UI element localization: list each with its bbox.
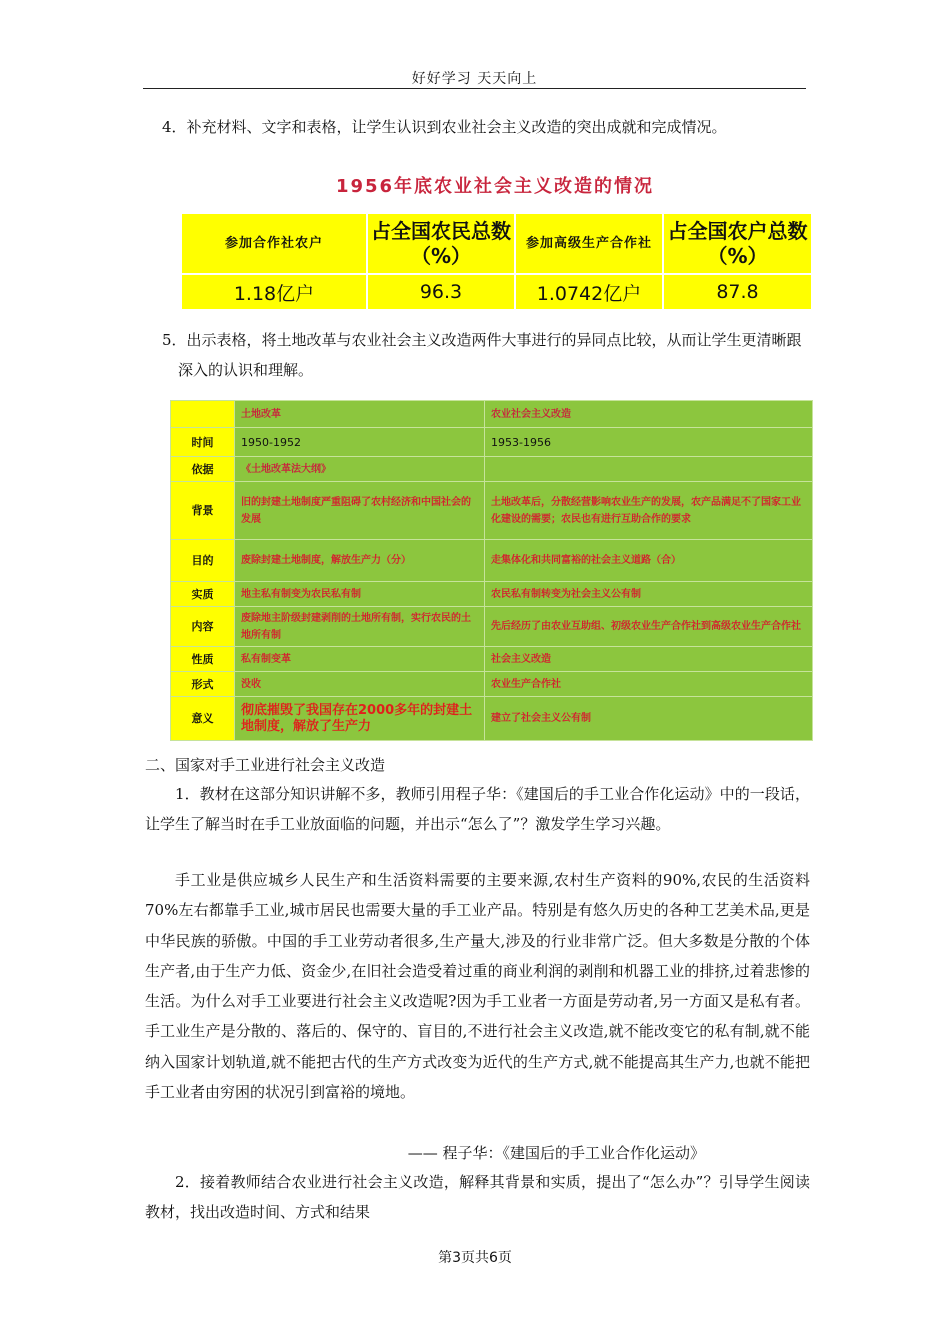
table1-header-2: 参加高级生产合作社 bbox=[515, 213, 663, 274]
table2-cell-a: 没收 bbox=[235, 672, 485, 697]
table2-row-label: 目的 bbox=[171, 540, 235, 582]
table2-row-label: 内容 bbox=[171, 607, 235, 647]
table2-cell-a: 1950-1952 bbox=[235, 428, 485, 457]
table2-cell-a: 废除封建土地制度，解放生产力（分） bbox=[235, 540, 485, 582]
table2-col-header-0: 土地改革 bbox=[235, 401, 485, 428]
table2-cell-a: 地主私有制变为农民私有制 bbox=[235, 582, 485, 607]
table2-cell-b: 建立了社会主义公有制 bbox=[485, 697, 813, 741]
table2-cell-a: 旧的封建土地制度严重阻碍了农村经济和中国社会的发展 bbox=[235, 482, 485, 540]
table2-cell-a: 私有制变革 bbox=[235, 647, 485, 672]
item-4-text: 4．补充材料、文字和表格，让学生认识到农业社会主义改造的突出成就和完成情况。 bbox=[162, 118, 727, 136]
table2-cell-b: 走集体化和共同富裕的社会主义道路（合） bbox=[485, 540, 813, 582]
page-footer: 第3页共6页 bbox=[438, 1250, 512, 1266]
table2-row-label: 意义 bbox=[171, 697, 235, 741]
table2-cell-a: 彻底摧毁了我国存在2000多年的封建土地制度，解放了生产力 bbox=[235, 697, 485, 741]
table2-row-label: 背景 bbox=[171, 482, 235, 540]
table1-value-1: 96.3 bbox=[367, 274, 515, 310]
page-header: 好好学习 天天向上 bbox=[411, 71, 538, 87]
item-5-content: 5．出示表格，将土地改革与农业社会主义改造两件大事进行的异同点比较，从而让学生更清晰跟深入的认识和理解。 bbox=[162, 331, 802, 379]
table2-cell-b: 土地改革后，分散经营影响农业生产的发展，农产品满足不了国家工业化建设的需要；农民也有进行互助合作的要求 bbox=[485, 482, 813, 540]
table2-cell-b: 先后经历了由农业互助组、初级农业生产合作社到高级农业生产合作社 bbox=[485, 607, 813, 647]
table2-cell-b bbox=[485, 457, 813, 482]
table2-cell-a: 《土地改革法大纲》 bbox=[235, 457, 485, 482]
table2-cell-b: 农业生产合作社 bbox=[485, 672, 813, 697]
item-5-text bbox=[162, 325, 812, 385]
table1-header-1: 占全国农民总数（%） bbox=[367, 213, 515, 274]
table2-col-header-1: 农业社会主义改造 bbox=[485, 401, 813, 428]
section2-paragraph-2: 2．接着教师结合农业进行社会主义改造，解释其背景和实质，提出了“怎么办”？引导学生阅读教材，找出改造时间、方式和结果 bbox=[145, 1173, 810, 1221]
table2-cell-a: 废除地主阶级封建剥削的土地所有制，实行农民的土地所有制 bbox=[235, 607, 485, 647]
section2-paragraph-1: 1．教材在这部分知识讲解不多，教师引用程子华：《建国后的手工业合作化运动》中的一段话，让学生了解当时在手工业放面临的问题，并出示“怎么了”？激发学生学习兴趣。 bbox=[145, 785, 810, 833]
table2-comparison bbox=[170, 400, 813, 741]
table2-cell-b: 农民私有制转变为社会主义公有制 bbox=[485, 582, 813, 607]
quote-paragraph: 手工业是供应城乡人民生产和生活资料需要的主要来源,农村生产资料的90%,农民的生活资料70%左右都靠手工业,城市居民也需要大量的手工业产品。特别是有悠久历史的各种工艺美术品,更是中华民族的骄傲。中国的手工业劳动者很多,生产量大,涉及的行业非常广泛。但大多数是分散的个体生产者,由于生产力低、资金少,在旧社会造受着过重的商业利润的剥削和机器工业的排挤,过着悲惨的生活。为什么对手工业要进行社会主义改造呢?因为手工业者一方面是劳动者,另一方面又是私有者。手工业生产是分散的、落后的、保守的、盲目的,不进行社会主义改造,就不能改变它的私有制,就不能纳入国家计划轨道,就不能把古代的生产方式改变为近代的生产方式,就不能提高其生产力,也就不能把手工业者由穷困的状况引到富裕的境地。 bbox=[145, 871, 810, 1102]
section2-heading: 二、国家对手工业进行社会主义改造 bbox=[145, 756, 386, 774]
table2-cell-b: 1953-1956 bbox=[485, 428, 813, 457]
table2-row-label: 形式 bbox=[171, 672, 235, 697]
table1-value-0: 1.18亿户 bbox=[181, 274, 367, 310]
table1-header-0: 参加合作社农户 bbox=[181, 213, 367, 274]
table2-row-label: 性质 bbox=[171, 647, 235, 672]
table1-header-3: 占全国农户总数（%） bbox=[663, 213, 812, 274]
table2-row-label: 实质 bbox=[171, 582, 235, 607]
table2-row-label: 依据 bbox=[171, 457, 235, 482]
table1-cooperative-stats bbox=[180, 212, 813, 311]
table2-corner bbox=[171, 401, 235, 428]
table1-value-3: 87.8 bbox=[663, 274, 812, 310]
table2-cell-b: 社会主义改造 bbox=[485, 647, 813, 672]
table1-title: 1956年底农业社会主义改造的情况 bbox=[335, 176, 655, 197]
quote-attribution: —— 程子华：《建国后的手工业合作化运动》 bbox=[407, 1144, 705, 1162]
table1-value-2: 1.0742亿户 bbox=[515, 274, 663, 310]
header-rule bbox=[143, 88, 806, 89]
table2-row-label: 时间 bbox=[171, 428, 235, 457]
